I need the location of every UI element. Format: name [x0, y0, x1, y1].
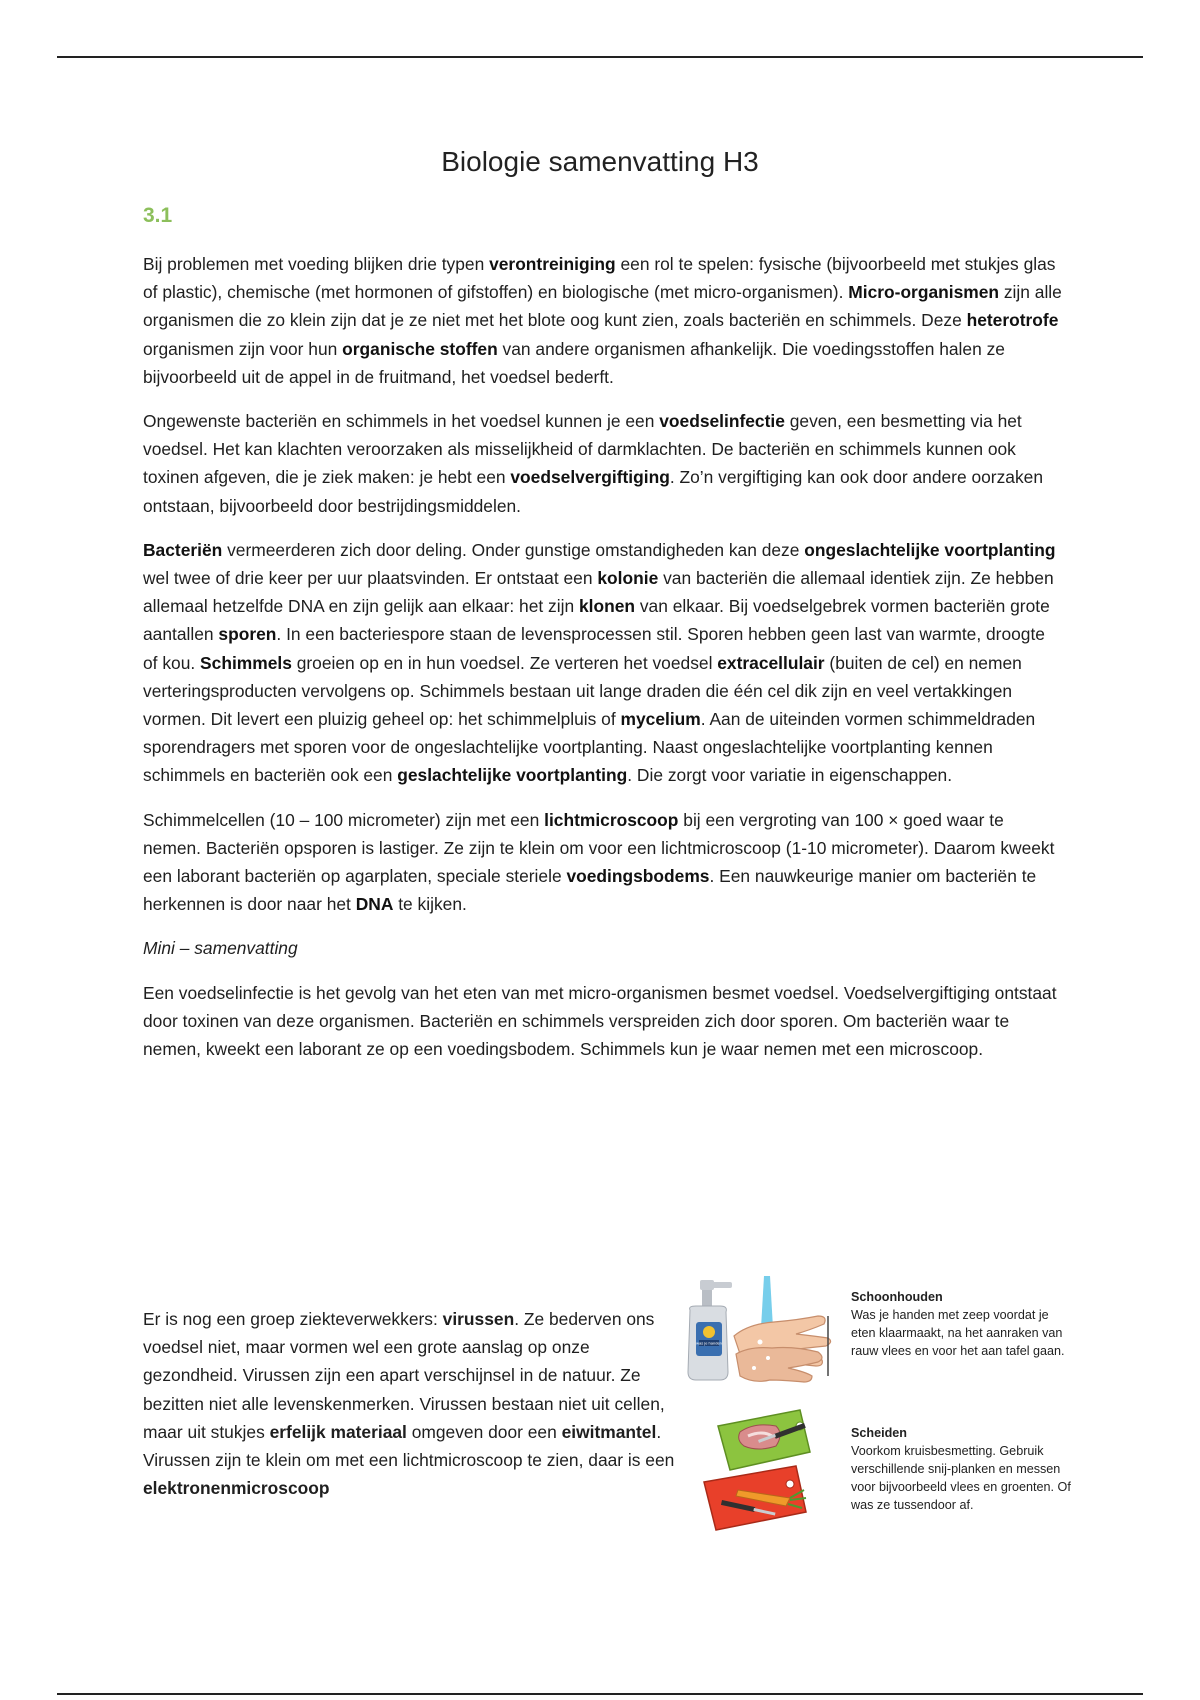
- text-run: een rol te spelen: fysische (bijvoorbeeld met stukjes glas of plastic), chemische (met hormonen of gifstoffen) en biologische (met micro-organismen).: [143, 254, 1056, 303]
- bold-term: lichtmicroscoop: [544, 809, 679, 830]
- bold-term: klonen: [578, 596, 636, 617]
- virus-column: [143, 1305, 678, 1502]
- text-run: . Die zorgt voor variatie in eigenschappen.: [627, 765, 953, 786]
- text-run: (buiten de cel) en nemen verteringsproducten vervolgens op. Schimmels bestaan uit lange draden die één cel dik zijn en veel vertakkingen vormen. Dit levert een pluizig geheel op: het schimmelpluis of: [143, 652, 1022, 730]
- bold-term: elektronenmicroscoop: [143, 1478, 330, 1499]
- bold-term: eiwitmantel: [561, 1421, 657, 1442]
- red-cutting-board-icon: [704, 1466, 806, 1530]
- text-run: bij een vergroting van 100 × goed waar te nemen. Bacteriën opsporen is lastiger. Ze zijn te klein om voor een lichtmicroscoop (1-10 micrometer). Daarom kweekt een laborant bacteriën op agarplaten, speciale steriele: [143, 809, 1055, 887]
- text-run: . Zo’n vergiftiging kan ook door andere oorzaken ontstaan, bijvoorbeeld door bestrijdingsmiddelen.: [143, 467, 1044, 516]
- mini-summary-text: Een voedselinfectie is het gevolg van het eten van met micro-organismen besmet voedsel. Voedselvergiftiging ontstaat door toxinen van deze organismen. Bacteriën en schimmels verspreiden zich door sporen. Om bacteriën waar te nemen, kweekt een laborant ze op een voedingsbodem. Schimmels kun je waar nemen met een microscoop.: [143, 982, 1057, 1060]
- bold-term: sporen: [218, 624, 277, 645]
- text-run: te kijken.: [393, 894, 467, 915]
- text-run: . Aan de uiteinden vormen schimmeldraden sporendragers met sporen voor de ongeslachtelijke voortplanting. Naast ongeslachtelijke voortplanting kennen schimmels en bacteriën ook een: [143, 709, 1036, 786]
- caption-scheiden: [851, 1424, 1071, 1514]
- text-run: Schimmelcellen (10 – 100 micrometer) zijn met een: [143, 809, 545, 830]
- bold-term: DNA: [355, 894, 394, 915]
- bold-term: Micro-organismen: [848, 282, 1000, 303]
- text-run: groeien op en in hun voedsel. Ze verteren het voedsel: [291, 652, 718, 673]
- caption-schoonhouden: [851, 1288, 1071, 1360]
- text-run: . In een bacteriespore staan de levensprocessen stil. Sporen hebben geen last van warmte, droogte of kou.: [143, 624, 1045, 673]
- text-run: . Een nauwkeurige manier om bacteriën te herkennen is door naar het: [143, 866, 1037, 915]
- caption-scheiden-text: Voorkom kruisbesmetting. Gebruik verschillende snij-planken en messen voor bijvoorbeeld vlees en groenten. Of was ze tussendoor af.: [851, 1444, 1071, 1512]
- washing-hands-icon: [734, 1316, 831, 1382]
- bold-term: geslachtelijke voortplanting: [397, 765, 628, 786]
- bold-term: voedselinfectie: [659, 411, 785, 432]
- hygiene-drawing: [678, 1276, 848, 1556]
- text-run: van bacteriën die allemaal identiek zijn. Ze hebben allemaal hetzelfde DNA en zijn gelijk aan elkaar: het zijn: [143, 568, 1054, 617]
- paragraph-bacteria-fungi: [143, 536, 1063, 790]
- bold-term: voedselvergiftiging: [510, 467, 670, 488]
- body-text: [143, 250, 1063, 1079]
- text-run: Er is nog een groep ziekteverwekkers:: [143, 1309, 443, 1329]
- paragraph-microscope: [143, 806, 1063, 919]
- text-run: omgeven door een: [406, 1421, 562, 1442]
- footer-rule: [57, 1693, 1143, 1695]
- text-run: geven, een besmetting via het voedsel. Het kan klachten veroorzaken als misselijkheid of darmklachten. De bacteriën en schimmels kunnen ook toxinen afgeven, die je ziek maken: je hebt een: [143, 411, 1022, 488]
- bold-term: voedingsbodems: [566, 866, 710, 887]
- paragraph-contamination: [143, 250, 1063, 391]
- bold-term: extracellulair: [717, 652, 825, 673]
- mini-summary-heading: Mini – samenvatting: [143, 938, 298, 959]
- bold-term: heterotrofe: [966, 310, 1059, 331]
- bold-term: erfelijk materiaal: [269, 1421, 407, 1442]
- hygiene-illustration: [678, 1276, 1071, 1556]
- text-run: van andere organismen afhankelijk. Die voedingsstoffen halen ze bijvoorbeeld uit de appel in de fruitmand, het voedsel bederft.: [143, 338, 1005, 387]
- section-heading: 3.1: [143, 204, 173, 227]
- svg-text:was je handen: was je handen: [696, 1340, 722, 1346]
- text-run: van elkaar. Bij voedselgebrek vormen bacteriën grote aantallen: [143, 596, 1050, 645]
- text-run: Ongewenste bacteriën en schimmels in het voedsel kunnen je een: [143, 411, 660, 432]
- bold-term: Schimmels: [200, 652, 292, 673]
- document-title: Biologie samenvatting H3: [441, 146, 759, 177]
- caption-schoonhouden-title: Schoonhouden: [851, 1290, 943, 1304]
- text-run: . Virussen zijn te klein om met een lichtmicroscoop te zien, daar is een: [143, 1421, 675, 1471]
- bold-term: Bacteriën: [143, 539, 223, 560]
- bold-term: verontreiniging: [489, 254, 616, 274]
- bold-term: mycelium: [620, 709, 701, 730]
- paragraph-viruses: [143, 1305, 678, 1502]
- bold-term: kolonie: [597, 568, 659, 589]
- caption-schoonhouden-text: Was je handen met zeep voordat je eten klaarmaakt, na het aanraken van rauw vlees en voor het aan tafel gaan.: [851, 1308, 1065, 1358]
- green-cutting-board-icon: [718, 1410, 810, 1470]
- text-run: organismen zijn voor hun: [143, 338, 343, 359]
- caption-scheiden-title: Scheiden: [851, 1426, 907, 1440]
- text-run: . Ze bederven ons voedsel niet, maar vormen wel een grote aanslag op onze gezondheid. Virussen zijn een apart verschijnsel in de natuur. Ze bezitten niet alle levenskenmerken. Virussen bestaan niet uit cellen, maar uit stukjes: [143, 1309, 665, 1442]
- bold-term: organische stoffen: [342, 338, 498, 359]
- bold-term: virussen: [442, 1309, 515, 1329]
- water-stream-icon: [761, 1276, 773, 1328]
- paragraph-food-infection: [143, 407, 1063, 520]
- bold-term: ongeslachtelijke voortplanting: [804, 539, 1056, 560]
- text-run: zijn alle organismen die zo klein zijn dat je ze niet met het blote oog kunt zien, zoals bacteriën en schimmels. Deze: [143, 282, 1062, 331]
- text-run: Bij problemen met voeding blijken drie typen: [143, 254, 490, 274]
- header-rule: [57, 56, 1143, 58]
- text-run: wel twee of drie keer per uur plaatsvinden. Er ontstaat een: [143, 568, 598, 589]
- soap-bottle-icon: [688, 1280, 732, 1380]
- text-run: vermeerderen zich door deling. Onder gunstige omstandigheden kan deze: [222, 539, 805, 560]
